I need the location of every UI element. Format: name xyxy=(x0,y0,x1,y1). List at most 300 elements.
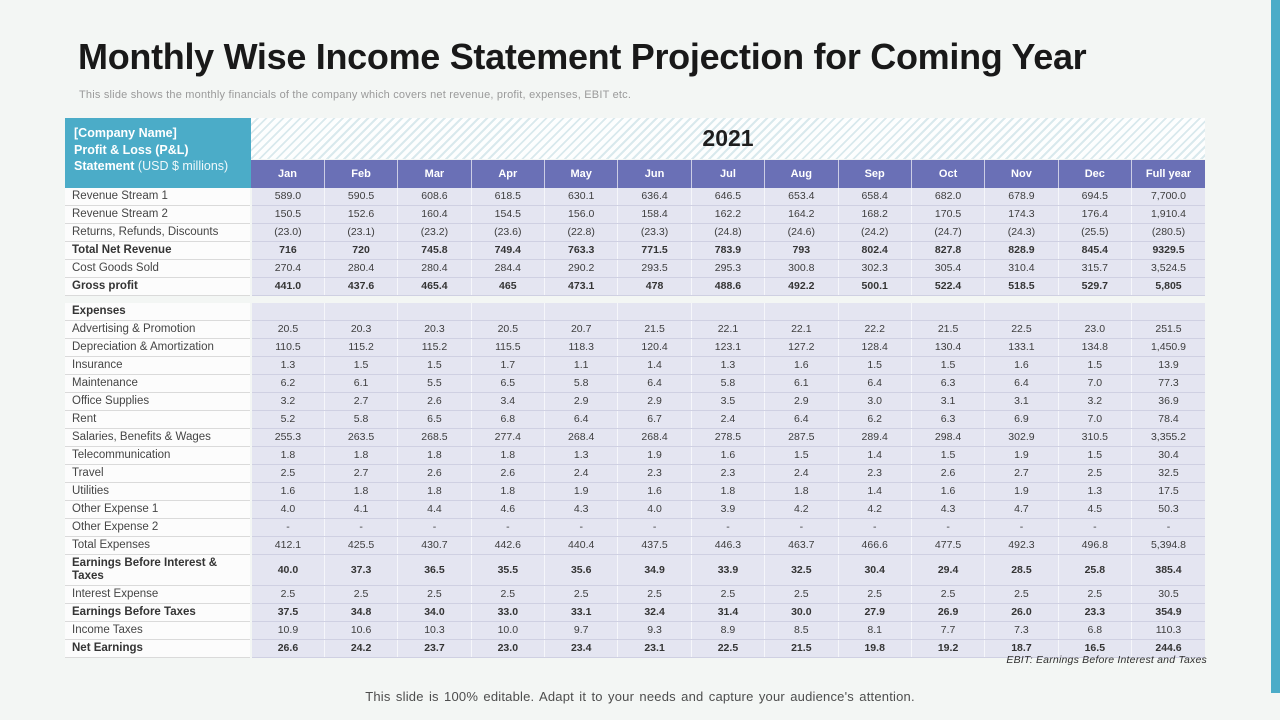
data-cell: 298.4 xyxy=(911,429,984,447)
row-label: Salaries, Benefits & Wages xyxy=(65,429,251,447)
data-cell: 23.0 xyxy=(471,640,544,658)
company-pl-header xyxy=(65,118,251,188)
table-row xyxy=(65,555,1205,586)
month-header-cell: Jun xyxy=(618,160,691,189)
data-cell: 828.9 xyxy=(985,242,1058,260)
data-cell: 1.6 xyxy=(251,483,324,501)
data-cell: 1.8 xyxy=(251,447,324,465)
table-row xyxy=(65,375,1205,393)
table-row xyxy=(65,537,1205,555)
data-cell: 1.5 xyxy=(1058,357,1131,375)
data-cell: 500.1 xyxy=(838,278,911,296)
data-cell: 1.7 xyxy=(471,357,544,375)
row-label: Travel xyxy=(65,465,251,483)
month-header-cell: Feb xyxy=(324,160,397,189)
data-cell: 32.5 xyxy=(765,555,838,586)
data-cell: 22.2 xyxy=(838,321,911,339)
data-cell xyxy=(1058,303,1131,321)
data-cell: 8.9 xyxy=(691,622,764,640)
data-cell: 150.5 xyxy=(251,206,324,224)
data-cell: 30.4 xyxy=(1132,447,1206,465)
row-label: Net Earnings xyxy=(65,640,251,658)
data-cell: 3.5 xyxy=(691,393,764,411)
data-cell: 127.2 xyxy=(765,339,838,357)
month-header-cell: Aug xyxy=(765,160,838,189)
row-label: Revenue Stream 2 xyxy=(65,206,251,224)
data-cell: 6.2 xyxy=(251,375,324,393)
data-cell: 33.0 xyxy=(471,604,544,622)
data-cell: 3,355.2 xyxy=(1132,429,1206,447)
data-cell: - xyxy=(1132,519,1206,537)
data-cell: 4.0 xyxy=(251,501,324,519)
data-cell: 827.8 xyxy=(911,242,984,260)
data-cell: - xyxy=(765,519,838,537)
data-cell: 412.1 xyxy=(251,537,324,555)
data-cell: 22.5 xyxy=(985,321,1058,339)
data-cell xyxy=(618,303,691,321)
data-cell: 2.5 xyxy=(471,586,544,604)
data-cell: 6.1 xyxy=(324,375,397,393)
data-cell: 5.8 xyxy=(691,375,764,393)
data-cell: 263.5 xyxy=(324,429,397,447)
data-cell xyxy=(765,303,838,321)
data-cell: 280.4 xyxy=(324,260,397,278)
row-label: Total Expenses xyxy=(65,537,251,555)
data-cell: 154.5 xyxy=(471,206,544,224)
data-cell: (25.5) xyxy=(1058,224,1131,242)
data-cell: 21.5 xyxy=(911,321,984,339)
income-statement-table xyxy=(65,118,1205,658)
data-cell: 115.2 xyxy=(324,339,397,357)
data-cell: (280.5) xyxy=(1132,224,1206,242)
month-header-cell: May xyxy=(545,160,618,189)
data-cell: (24.3) xyxy=(985,224,1058,242)
data-cell: (24.8) xyxy=(691,224,764,242)
data-cell: 6.4 xyxy=(838,375,911,393)
data-cell: 30.5 xyxy=(1132,586,1206,604)
data-cell: 33.1 xyxy=(545,604,618,622)
data-cell: 268.5 xyxy=(398,429,471,447)
data-cell: 783.9 xyxy=(691,242,764,260)
data-cell: 2.3 xyxy=(691,465,764,483)
data-cell: 2.7 xyxy=(985,465,1058,483)
data-cell: 300.8 xyxy=(765,260,838,278)
data-cell: 7.0 xyxy=(1058,375,1131,393)
data-cell: 2.5 xyxy=(765,586,838,604)
right-accent-bar xyxy=(1271,0,1280,693)
data-cell: 430.7 xyxy=(398,537,471,555)
data-cell: 385.4 xyxy=(1132,555,1206,586)
data-cell: 2.5 xyxy=(398,586,471,604)
data-cell: (24.7) xyxy=(911,224,984,242)
data-cell: 1.8 xyxy=(471,483,544,501)
data-cell: 440.4 xyxy=(545,537,618,555)
data-cell: 4.0 xyxy=(618,501,691,519)
data-cell: 6.4 xyxy=(765,411,838,429)
data-cell: 284.4 xyxy=(471,260,544,278)
data-cell: 2.7 xyxy=(324,393,397,411)
data-cell: 251.5 xyxy=(1132,321,1206,339)
data-cell: 1.5 xyxy=(911,357,984,375)
month-header-cell: Dec xyxy=(1058,160,1131,189)
data-cell xyxy=(985,303,1058,321)
data-cell: 354.9 xyxy=(1132,604,1206,622)
data-cell: 305.4 xyxy=(911,260,984,278)
table-row xyxy=(65,483,1205,501)
data-cell: 168.2 xyxy=(838,206,911,224)
data-cell: 6.5 xyxy=(398,411,471,429)
ebit-footnote: EBIT: Earnings Before Interest and Taxes xyxy=(1006,654,1207,666)
month-header-cell: Mar xyxy=(398,160,471,189)
data-cell: 37.5 xyxy=(251,604,324,622)
data-cell: 32.5 xyxy=(1132,465,1206,483)
data-cell: 8.1 xyxy=(838,622,911,640)
data-cell: 2.5 xyxy=(911,586,984,604)
year-band: 2021 xyxy=(251,118,1205,160)
data-cell: 2.5 xyxy=(251,586,324,604)
data-cell: 2.5 xyxy=(838,586,911,604)
data-cell: 4.7 xyxy=(985,501,1058,519)
table-row xyxy=(65,357,1205,375)
data-cell: 160.4 xyxy=(398,206,471,224)
data-cell: 720 xyxy=(324,242,397,260)
data-cell: 496.8 xyxy=(1058,537,1131,555)
table-row xyxy=(65,411,1205,429)
data-cell: 1.6 xyxy=(765,357,838,375)
data-cell: - xyxy=(398,519,471,537)
data-cell: 1.4 xyxy=(838,483,911,501)
data-cell: 34.8 xyxy=(324,604,397,622)
data-cell: 1.4 xyxy=(838,447,911,465)
data-cell: 2.5 xyxy=(985,586,1058,604)
data-cell: 110.3 xyxy=(1132,622,1206,640)
data-cell: 18.7 xyxy=(985,640,1058,658)
data-cell: - xyxy=(618,519,691,537)
data-cell: 446.3 xyxy=(691,537,764,555)
data-cell: 3.4 xyxy=(471,393,544,411)
data-cell: 4.6 xyxy=(471,501,544,519)
data-cell: 4.2 xyxy=(765,501,838,519)
row-label: Expenses xyxy=(65,303,251,321)
row-label: Earnings Before Taxes xyxy=(65,604,251,622)
row-label: Returns, Refunds, Discounts xyxy=(65,224,251,242)
data-cell: (23.0) xyxy=(251,224,324,242)
table-row xyxy=(65,519,1205,537)
data-cell: 310.5 xyxy=(1058,429,1131,447)
data-cell: - xyxy=(911,519,984,537)
data-cell: 6.3 xyxy=(911,411,984,429)
data-cell: 6.3 xyxy=(911,375,984,393)
data-cell xyxy=(251,303,324,321)
row-label: Rent xyxy=(65,411,251,429)
data-cell: 35.5 xyxy=(471,555,544,586)
table-row xyxy=(65,303,1205,321)
data-cell: 7,700.0 xyxy=(1132,188,1206,206)
data-cell: 30.4 xyxy=(838,555,911,586)
page-subtitle: This slide shows the monthly financials of the company which covers net revenue, profit, expenses, EBIT etc. xyxy=(79,89,632,101)
data-cell: 315.7 xyxy=(1058,260,1131,278)
data-cell: 1.9 xyxy=(985,483,1058,501)
data-cell: 2.3 xyxy=(618,465,691,483)
data-cell: 280.4 xyxy=(398,260,471,278)
data-cell: 23.0 xyxy=(1058,321,1131,339)
data-cell: 682.0 xyxy=(911,188,984,206)
data-cell: 492.2 xyxy=(765,278,838,296)
data-cell: 2.7 xyxy=(324,465,397,483)
data-cell: 31.4 xyxy=(691,604,764,622)
data-cell: 24.2 xyxy=(324,640,397,658)
data-cell: 20.5 xyxy=(471,321,544,339)
data-cell: 437.5 xyxy=(618,537,691,555)
data-cell: 1.3 xyxy=(545,447,618,465)
data-cell: 1.3 xyxy=(251,357,324,375)
data-cell: 4.4 xyxy=(398,501,471,519)
data-cell: 473.1 xyxy=(545,278,618,296)
data-cell: 2.9 xyxy=(545,393,618,411)
table-row xyxy=(65,622,1205,640)
data-cell: - xyxy=(251,519,324,537)
month-header-cell: Full year xyxy=(1132,160,1206,189)
data-cell: 2.6 xyxy=(398,393,471,411)
row-label: Other Expense 1 xyxy=(65,501,251,519)
data-cell: 466.6 xyxy=(838,537,911,555)
data-cell: 19.2 xyxy=(911,640,984,658)
data-cell: 27.9 xyxy=(838,604,911,622)
data-cell: (22.8) xyxy=(545,224,618,242)
data-cell: 1.4 xyxy=(618,357,691,375)
table-row xyxy=(65,447,1205,465)
data-cell: 8.5 xyxy=(765,622,838,640)
table-row xyxy=(65,278,1205,296)
data-cell: 22.1 xyxy=(691,321,764,339)
data-cell: 1.5 xyxy=(398,357,471,375)
data-cell: 22.5 xyxy=(691,640,764,658)
data-cell: 1.8 xyxy=(398,483,471,501)
data-cell: 115.2 xyxy=(398,339,471,357)
data-cell: 34.9 xyxy=(618,555,691,586)
data-cell: 290.2 xyxy=(545,260,618,278)
data-cell: 771.5 xyxy=(618,242,691,260)
data-cell: 255.3 xyxy=(251,429,324,447)
data-cell: 6.5 xyxy=(471,375,544,393)
month-header-cell: Sep xyxy=(838,160,911,189)
year-header-row xyxy=(65,118,1205,160)
data-cell: 30.0 xyxy=(765,604,838,622)
data-cell: 845.4 xyxy=(1058,242,1131,260)
data-cell: 618.5 xyxy=(471,188,544,206)
table-row xyxy=(65,429,1205,447)
data-cell: 529.7 xyxy=(1058,278,1131,296)
data-cell: 6.2 xyxy=(838,411,911,429)
data-cell: 589.0 xyxy=(251,188,324,206)
data-cell: 6.8 xyxy=(471,411,544,429)
company-name: [Company Name] xyxy=(74,126,177,140)
data-cell: 694.5 xyxy=(1058,188,1131,206)
data-cell: 20.3 xyxy=(324,321,397,339)
data-cell: 5.8 xyxy=(545,375,618,393)
data-cell: 1.6 xyxy=(985,357,1058,375)
data-cell: 2.5 xyxy=(1058,465,1131,483)
data-cell: 2.4 xyxy=(765,465,838,483)
data-cell: 478 xyxy=(618,278,691,296)
row-label: Utilities xyxy=(65,483,251,501)
data-cell: 608.6 xyxy=(398,188,471,206)
income-statement-table-wrap xyxy=(65,118,1205,658)
data-cell: 3.1 xyxy=(985,393,1058,411)
data-cell: 13.9 xyxy=(1132,357,1206,375)
table-body xyxy=(65,188,1205,658)
data-cell: 16.5 xyxy=(1058,640,1131,658)
data-cell: 78.4 xyxy=(1132,411,1206,429)
data-cell: 50.3 xyxy=(1132,501,1206,519)
data-cell: 3.1 xyxy=(911,393,984,411)
data-cell: 1.5 xyxy=(911,447,984,465)
page-title: Monthly Wise Income Statement Projection for Coming Year xyxy=(78,36,1087,77)
data-cell: 20.3 xyxy=(398,321,471,339)
data-cell: 7.3 xyxy=(985,622,1058,640)
data-cell: 1.9 xyxy=(618,447,691,465)
data-cell xyxy=(471,303,544,321)
data-cell: 21.5 xyxy=(765,640,838,658)
data-cell: 4.3 xyxy=(545,501,618,519)
data-cell: 123.1 xyxy=(691,339,764,357)
data-cell: 162.2 xyxy=(691,206,764,224)
data-cell: 77.3 xyxy=(1132,375,1206,393)
table-row xyxy=(65,188,1205,206)
data-cell: - xyxy=(1058,519,1131,537)
data-cell: 23.3 xyxy=(1058,604,1131,622)
month-header-cell: Oct xyxy=(911,160,984,189)
data-cell: 6.4 xyxy=(618,375,691,393)
data-cell: 2.4 xyxy=(545,465,618,483)
data-cell: 310.4 xyxy=(985,260,1058,278)
data-cell: 244.6 xyxy=(1132,640,1206,658)
data-cell: 23.4 xyxy=(545,640,618,658)
data-cell: 118.3 xyxy=(545,339,618,357)
data-cell: 3.2 xyxy=(1058,393,1131,411)
month-header-cell: Apr xyxy=(471,160,544,189)
row-label: Telecommunication xyxy=(65,447,251,465)
row-label: Insurance xyxy=(65,357,251,375)
data-cell: 6.4 xyxy=(545,411,618,429)
data-cell: 749.4 xyxy=(471,242,544,260)
data-cell: 653.4 xyxy=(765,188,838,206)
editable-footer-note: This slide is 100% editable. Adapt it to your needs and capture your audience's attention. xyxy=(365,689,915,704)
data-cell: 5,805 xyxy=(1132,278,1206,296)
data-cell: 270.4 xyxy=(251,260,324,278)
data-cell: (23.2) xyxy=(398,224,471,242)
data-cell: 23.7 xyxy=(398,640,471,658)
data-cell: 2.4 xyxy=(691,411,764,429)
data-cell: (24.6) xyxy=(765,224,838,242)
month-header-cell: Nov xyxy=(985,160,1058,189)
data-cell xyxy=(324,303,397,321)
data-cell: - xyxy=(985,519,1058,537)
data-cell: 26.0 xyxy=(985,604,1058,622)
data-cell: 2.5 xyxy=(251,465,324,483)
data-cell: 2.6 xyxy=(398,465,471,483)
month-header-cell: Jul xyxy=(691,160,764,189)
table-row xyxy=(65,224,1205,242)
data-cell: 2.6 xyxy=(471,465,544,483)
table-row xyxy=(65,339,1205,357)
table-row xyxy=(65,206,1205,224)
data-cell: 1.6 xyxy=(691,447,764,465)
data-cell: 1.5 xyxy=(324,357,397,375)
table-row xyxy=(65,242,1205,260)
data-cell: 25.8 xyxy=(1058,555,1131,586)
data-cell: 477.5 xyxy=(911,537,984,555)
data-cell: 28.5 xyxy=(985,555,1058,586)
data-cell: 4.1 xyxy=(324,501,397,519)
data-cell: 441.0 xyxy=(251,278,324,296)
table-row xyxy=(65,501,1205,519)
data-cell: 463.7 xyxy=(765,537,838,555)
row-label: Cost Goods Sold xyxy=(65,260,251,278)
data-cell: 289.4 xyxy=(838,429,911,447)
data-cell: 630.1 xyxy=(545,188,618,206)
data-cell: 10.3 xyxy=(398,622,471,640)
data-cell: 293.5 xyxy=(618,260,691,278)
data-cell: 2.5 xyxy=(324,586,397,604)
data-cell: 2.6 xyxy=(911,465,984,483)
data-cell: 6.8 xyxy=(1058,622,1131,640)
data-cell: 36.9 xyxy=(1132,393,1206,411)
data-cell: (23.6) xyxy=(471,224,544,242)
data-cell: 152.6 xyxy=(324,206,397,224)
data-cell: 128.4 xyxy=(838,339,911,357)
data-cell: 26.6 xyxy=(251,640,324,658)
data-cell: 2.5 xyxy=(618,586,691,604)
data-cell: 3.2 xyxy=(251,393,324,411)
data-cell: 35.6 xyxy=(545,555,618,586)
data-cell: 9.7 xyxy=(545,622,618,640)
data-cell: 10.9 xyxy=(251,622,324,640)
data-cell: 2.5 xyxy=(691,586,764,604)
data-cell: 1.8 xyxy=(471,447,544,465)
data-cell: 465.4 xyxy=(398,278,471,296)
data-cell: 425.5 xyxy=(324,537,397,555)
data-cell: 636.4 xyxy=(618,188,691,206)
data-cell: 1.8 xyxy=(324,447,397,465)
row-label: Other Expense 2 xyxy=(65,519,251,537)
data-cell: 4.3 xyxy=(911,501,984,519)
data-cell: 1.6 xyxy=(911,483,984,501)
data-cell: 130.4 xyxy=(911,339,984,357)
data-cell: 287.5 xyxy=(765,429,838,447)
data-cell: 6.1 xyxy=(765,375,838,393)
data-cell xyxy=(398,303,471,321)
data-cell: 1.3 xyxy=(691,357,764,375)
data-cell: 37.3 xyxy=(324,555,397,586)
data-cell: 1.3 xyxy=(1058,483,1131,501)
data-cell: 36.5 xyxy=(398,555,471,586)
data-cell: 1,910.4 xyxy=(1132,206,1206,224)
data-cell: 5.8 xyxy=(324,411,397,429)
data-cell: 10.0 xyxy=(471,622,544,640)
data-cell: 302.3 xyxy=(838,260,911,278)
data-cell: 658.4 xyxy=(838,188,911,206)
row-label: Advertising & Promotion xyxy=(65,321,251,339)
data-cell xyxy=(545,303,618,321)
table-row xyxy=(65,321,1205,339)
data-cell: 33.9 xyxy=(691,555,764,586)
data-cell: 1.8 xyxy=(691,483,764,501)
data-cell: 134.8 xyxy=(1058,339,1131,357)
data-cell: 7.7 xyxy=(911,622,984,640)
data-cell: 3,524.5 xyxy=(1132,260,1206,278)
data-cell: 1.8 xyxy=(765,483,838,501)
